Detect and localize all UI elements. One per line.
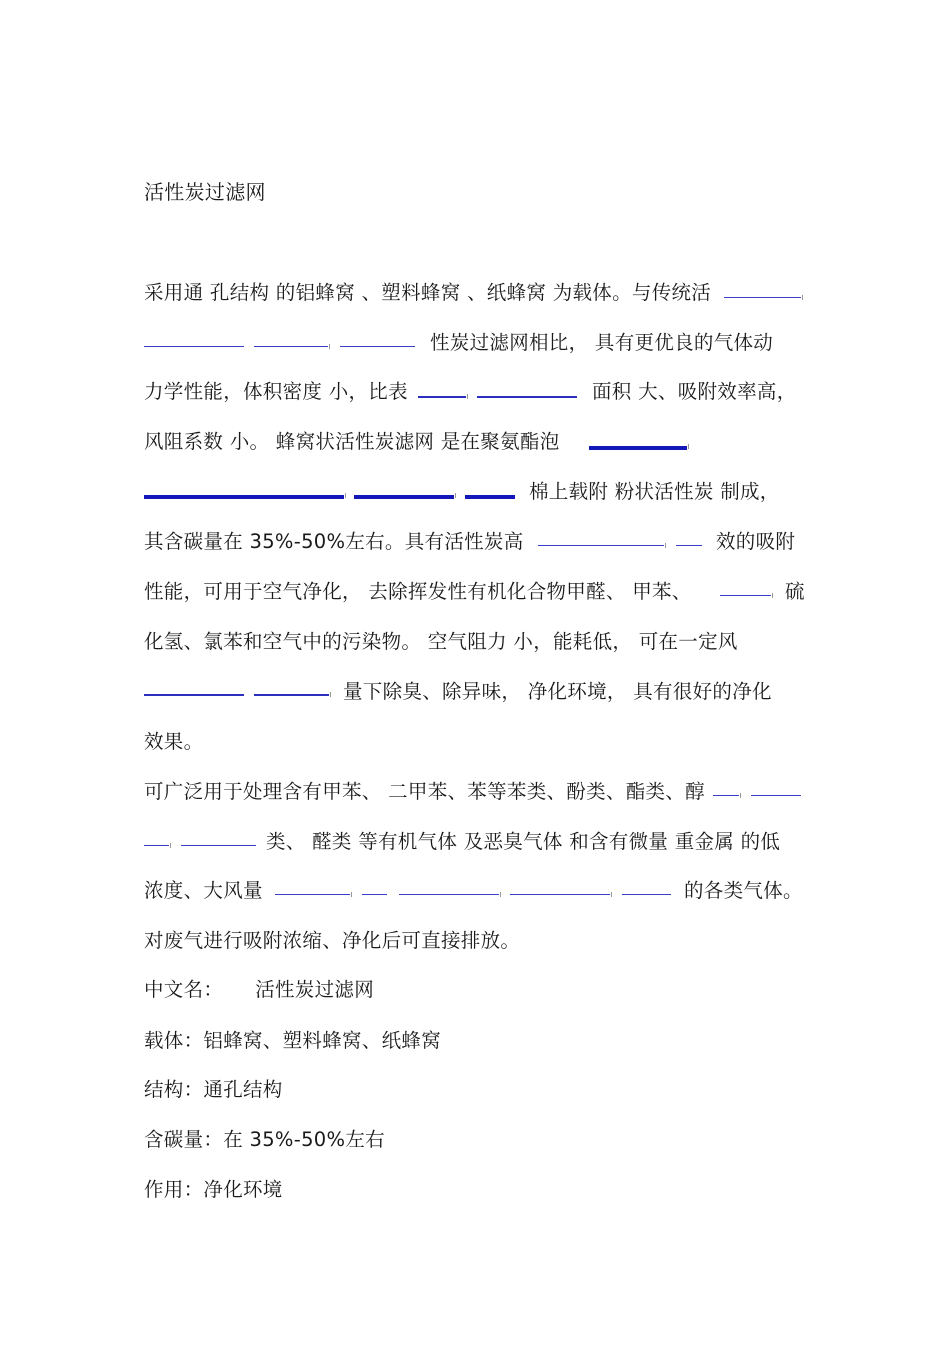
blank-line [254, 346, 328, 347]
blank-tick [329, 344, 330, 349]
blank-tick [665, 543, 666, 548]
paragraph-line: 量下除臭、除异味， 净化环境， 具有很好的净化 [343, 680, 772, 703]
document-title: 活性炭过滤网 [144, 180, 266, 204]
blank-tick [500, 892, 501, 897]
blank-line [418, 396, 466, 398]
property-value: 净化环境 [203, 1178, 283, 1201]
paragraph-line: 采用通 孔结构 的铝蜂窝 、塑料蜂窝 、纸蜂窝 为载体。与传统活 [144, 281, 712, 304]
paragraph-line: 力学性能，体积密度 小，比表 [144, 380, 408, 403]
blank-line [465, 495, 515, 499]
paragraph-line: 面积 大、吸附效率高， [592, 380, 797, 403]
paragraph-line: 性炭过滤网相比， 具有更优良的气体动 [430, 331, 774, 354]
blank-line [399, 894, 499, 895]
blank-line [510, 894, 610, 895]
property-label: 载体： [144, 1029, 204, 1052]
blank-line [340, 346, 415, 347]
paragraph-line: 的各类气体。 [684, 879, 803, 902]
blank-tick [802, 295, 803, 300]
property-value: 通孔结构 [203, 1078, 283, 1101]
paragraph-line: 对废气进行吸附浓缩、净化后可直接排放。 [144, 929, 521, 952]
blank-line [622, 894, 671, 895]
blank-line [362, 894, 387, 895]
blank-line [254, 694, 329, 696]
blank-line [751, 795, 801, 796]
blank-line [538, 545, 664, 546]
blank-line [144, 694, 244, 696]
property-label: 结构： [144, 1078, 204, 1101]
blank-line [144, 495, 344, 499]
paragraph-line: 硫 [785, 580, 805, 603]
blank-line [477, 396, 577, 398]
property-label: 中文名： [144, 978, 224, 1001]
blank-line [676, 545, 702, 546]
blank-tick [611, 892, 612, 897]
blank-tick [772, 593, 773, 598]
paragraph-line: 可广泛用于处理含有甲苯、 二甲苯、苯等苯类、酚类、酯类、醇 [144, 780, 705, 803]
property-value: 活性炭过滤网 [255, 978, 375, 1001]
blank-tick [330, 692, 331, 697]
blank-line [181, 845, 256, 846]
property-label: 含碳量： [144, 1128, 224, 1151]
blank-tick [351, 892, 352, 897]
property-value: 在 35%-50%左右 [223, 1128, 385, 1151]
paragraph-line: 性能，可用于空气净化， 去除挥发性有机化合物甲醛、 甲苯、 [144, 580, 692, 603]
blank-line [275, 894, 350, 895]
blank-line [144, 346, 244, 347]
paragraph-line: 浓度、大风量 [144, 879, 263, 902]
property-label: 作用： [144, 1178, 204, 1201]
paragraph-line: 效的吸附 [716, 530, 796, 553]
blank-line [589, 446, 687, 450]
paragraph-line: 棉上载附 粉状活性炭 制成， [529, 480, 780, 503]
blank-line [724, 297, 801, 298]
blank-tick [170, 843, 171, 848]
blank-tick [455, 493, 456, 498]
blank-line [354, 495, 454, 499]
blank-line [713, 795, 739, 796]
paragraph-line: 其含碳量在 35%-50%左右。具有活性炭高 [144, 530, 524, 553]
blank-tick [345, 493, 346, 498]
paragraph-line: 类、 醛类 等有机气体 及恶臭气体 和含有微量 重金属 的低 [266, 830, 781, 853]
paragraph-line: 风阻系数 小。 蜂窝状活性炭滤网 是在聚氨酯泡 [144, 430, 560, 453]
blank-tick [467, 394, 468, 399]
paragraph-line: 效果。 [144, 730, 204, 753]
blank-line [720, 595, 771, 596]
blank-tick [688, 444, 689, 449]
paragraph-line: 化氢、氯苯和空气中的污染物。 空气阻力 小，能耗低， 可在一定风 [144, 630, 738, 653]
blank-line [144, 845, 169, 846]
blank-tick [740, 793, 741, 798]
property-value: 铝蜂窝、塑料蜂窝、纸蜂窝 [203, 1029, 442, 1052]
